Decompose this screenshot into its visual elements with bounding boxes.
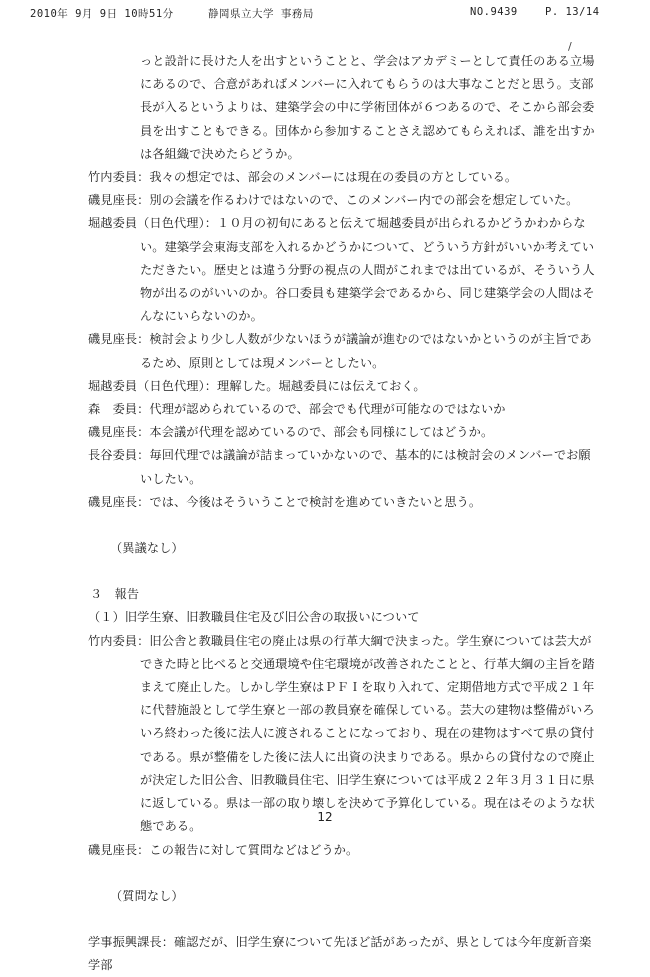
speaker-statement: 竹内委員：旧公舎と教職員住宅の廃止は県の行革大綱で決まった。学生寮については芸大ができた時と比べると交通環境や住宅環境が改善されたことと、行革大綱の主旨を踏まえて廃止した。しかし学生寮はＰＦＩを取り入れて、定期借地方式で平成２１年に代替施設として学生寮と一部の教員寮を確保している。芸大の建物は整備がいろいろ終わった後に法人に渡されることになっており、現在の建物はすべて県の貸付である。県が整備をした後に法人に出資の決まりである。県からの貸付なので廃止が決定した旧公舎、旧教職員住宅、旧学生寮については平成２２年３月３１日に県に返している。県は一部の取り壊しを決めて予算化している。現在はそのような状態である。 xyxy=(88,633,595,834)
section-heading: ３ 報告 xyxy=(90,587,140,602)
page-number: 12 xyxy=(317,810,333,824)
speaker-statement: 長谷委員：毎回代理では議論が詰まっていかないので、基本的には検討会のメンバーでお願いしたい。 xyxy=(88,448,591,486)
speaker-statement: 磯見座長：この報告に対して質問などはどうか。 xyxy=(88,842,359,857)
speaker-statement: 磯見座長：別の会議を作るわけではないので、このメンバー内での部会を想定していた。 xyxy=(88,193,579,208)
document-body xyxy=(88,50,598,977)
fax-header xyxy=(30,6,635,24)
slash-mark: / xyxy=(568,40,572,53)
plain-line: 学事振興課長：確認だが、旧学生寮について先ほど話があったが、県としては今年度新音楽学部 xyxy=(88,934,592,973)
speaker-statement: 堀越委員（日色代理）：１０月の初旬にあると伝えて堀越委員が出られるかどうかわからない。建築学会東海支部を入れるかどうかについて、どういう方針がいいか考えていただきたい。歴史とは違う分野の視点の人間がこれまでは出ているが、そういう人物が出るのがいいのか。谷口委員も建築学会であるから、同じ建築学会の人間はそんなにいらないのか。 xyxy=(88,216,595,324)
speaker-statement: 竹内委員：我々の想定では、部会のメンバーには現在の委員の方としている。 xyxy=(88,170,518,185)
spacer xyxy=(88,514,598,537)
fax-sender: 静岡県立大学 事務局 xyxy=(208,8,314,20)
reaction-note: （質問なし） xyxy=(110,888,184,903)
fax-date: 2010年 9月 9日 10時51分 xyxy=(30,8,174,20)
speaker-statement: 磯見座長：検討会より少し人数が少ないほうが議論が進むのではないかというのが主旨であるため、原則としては現メンバーとしたい。 xyxy=(88,332,592,370)
speaker-statement: 磯見座長：では、今後はそういうことで検討を進めていきたいと思う。 xyxy=(88,494,482,509)
spacer xyxy=(88,560,598,583)
speaker-statement: 磯見座長：本会議が代理を認めているので、部会も同様にしてはどうか。 xyxy=(88,425,494,440)
subsection-heading: （１）旧学生寮、旧教職員住宅及び旧公舎の取扱いについて xyxy=(88,610,420,625)
spacer xyxy=(88,908,598,931)
reaction-note: （異議なし） xyxy=(110,541,184,556)
speaker-statement: 堀越委員（日色代理）：理解した。堀越委員には伝えておく。 xyxy=(88,378,426,393)
spacer xyxy=(88,862,598,885)
fax-number: NO.9439 xyxy=(470,6,518,18)
continued-paragraph: っと設計に長けた人を出すということと、学会はアカデミーとして責任のある立場にあるので、合意があればメンバーに入れてもらうのは大事なことだと思う。支部長が入るというよりは、建築学会の中に学術団体が６つあるので、そこから部会委員を出すこともできる。団体から参加することさえ認めてもらえれば、誰を出すかは各組織で決めたらどうか。 xyxy=(140,54,595,161)
fax-page: P. 13/14 xyxy=(545,6,600,18)
speaker-statement: 森 委員：代理が認められているので、部会でも代理が可能なのではないか xyxy=(88,402,506,417)
